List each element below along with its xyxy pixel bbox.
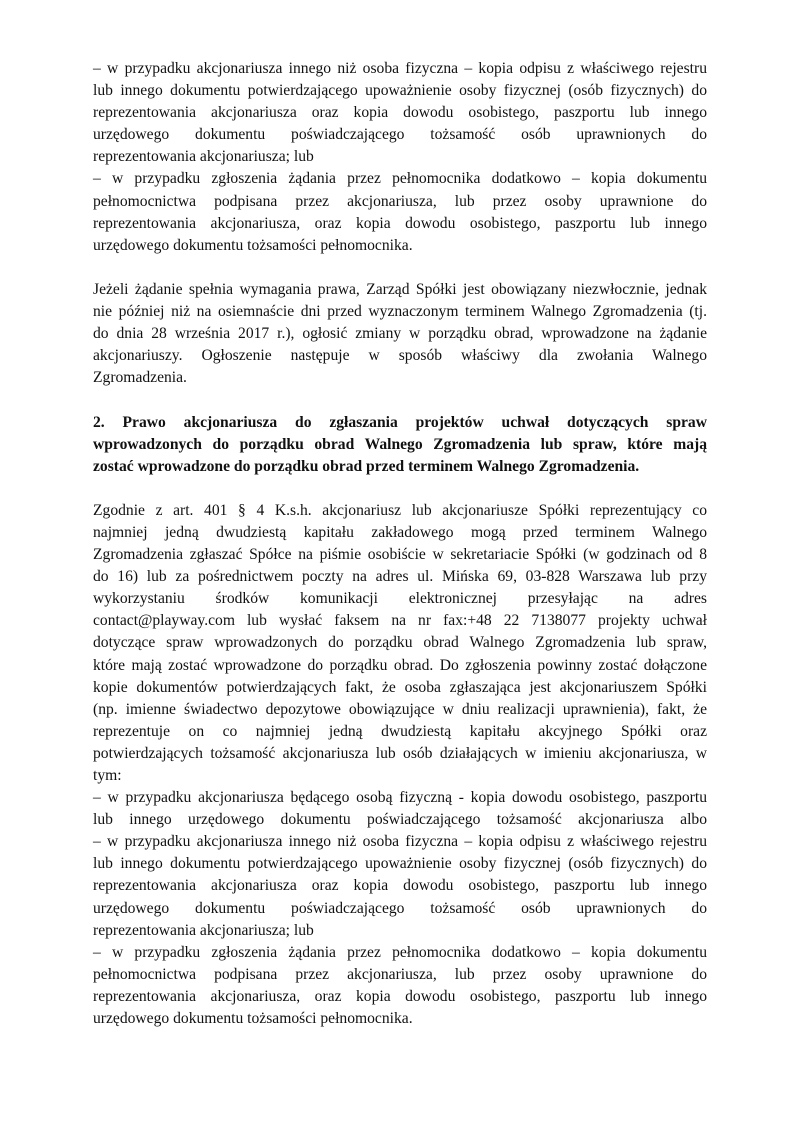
text-line: kopie dokumentów potwierdzających fakt, że osoba zgłaszająca jest akcjonariuszem Spółki bbox=[93, 678, 707, 696]
text-line: urzędowego dokumentu poświadczającego tożsamość osób uprawnionych do bbox=[93, 126, 707, 144]
text-line: – w przypadku akcjonariusza będącego osobą fizyczną - kopia dowodu osobistego, paszportu bbox=[93, 789, 707, 807]
text-line: pełnomocnictwa podpisana przez akcjonariusza, lub przez osoby uprawnione do bbox=[93, 965, 707, 983]
text-line: tym: bbox=[93, 767, 122, 784]
heading-line: 2. Prawo akcjonariusza do zgłaszania projektów uchwał dotyczących spraw bbox=[93, 413, 707, 431]
text-line: reprezentowania akcjonariusza oraz kopia dowodu osobistego, paszportu lub innego bbox=[93, 877, 707, 895]
paragraph-p1 bbox=[93, 58, 707, 257]
paragraph-gap bbox=[93, 478, 707, 500]
text-line: – w przypadku akcjonariusza innego niż osoba fizyczna – kopia odpisu z właściwego rejestru bbox=[93, 833, 707, 851]
text-line: lub innego dokumentu potwierdzającego upoważnienie osoby fizycznej (osób fizycznych) do bbox=[93, 855, 707, 873]
paragraph-p3 bbox=[93, 500, 707, 1030]
text-line: – w przypadku zgłoszenia żądania przez pełnomocnika dodatkowo – kopia dokumentu bbox=[93, 170, 707, 188]
document-page bbox=[93, 58, 707, 1030]
text-line: (np. imienne świadectwo depozytowe obowiązujące w dniu realizacji uprawnienia), fakt, że bbox=[93, 700, 707, 718]
text-line: reprezentowania akcjonariusza; lub bbox=[93, 148, 314, 166]
paragraph-gap bbox=[93, 389, 707, 411]
text-line: urzędowego dokumentu tożsamości pełnomocnika. bbox=[93, 1010, 413, 1028]
text-line: akcjonariuszy. Ogłoszenie następuje w sposób właściwy dla zwołania Walnego bbox=[93, 347, 707, 365]
text-line: Zgodnie z art. 401 § 4 K.s.h. akcjonariusz lub akcjonariusze Spółki reprezentujący co bbox=[93, 501, 707, 519]
text-line: do dnia 28 września 2017 r.), ogłosić zmiany w porządku obrad, wprowadzone na żądanie bbox=[93, 325, 707, 343]
text-line: reprezentowania akcjonariusza oraz kopia dowodu osobistego, paszportu lub innego bbox=[93, 104, 707, 122]
paragraph-gap bbox=[93, 257, 707, 279]
text-line: wykorzystaniu środków komunikacji elektronicznej przesyłając na adres bbox=[93, 590, 707, 608]
text-line: lub innego dokumentu potwierdzającego upoważnienie osoby fizycznej (osób fizycznych) do bbox=[93, 82, 707, 100]
heading-line: zostać wprowadzone do porządku obrad przed terminem Walnego Zgromadzenia. bbox=[93, 457, 640, 475]
text-line: potwierdzających tożsamość akcjonariusza lub osób działających w imieniu akcjonariusza, w bbox=[93, 744, 707, 762]
text-line: dotyczące spraw wprowadzonych do porządku obrad Walnego Zgromadzenia lub spraw, bbox=[93, 634, 707, 652]
text-line: lub innego urzędowego dokumentu poświadczającego tożsamość akcjonariusza albo bbox=[93, 811, 707, 829]
text-line: urzędowego dokumentu poświadczającego tożsamość osób uprawnionych do bbox=[93, 899, 707, 917]
text-line: Zgromadzenia. bbox=[93, 369, 187, 387]
paragraph-p2 bbox=[93, 279, 707, 389]
text-line: reprezentowania akcjonariusza, oraz kopia dowodu osobistego, paszportu lub innego bbox=[93, 987, 707, 1005]
text-line: urzędowego dokumentu tożsamości pełnomocnika. bbox=[93, 236, 413, 254]
text-line: – w przypadku zgłoszenia żądania przez pełnomocnika dodatkowo – kopia dokumentu bbox=[93, 943, 707, 961]
text-line: Zgromadzenia zgłaszać Spółce na piśmie osobiście w sekretariacie Spółki (w godzinach od 8 bbox=[93, 546, 707, 564]
section-heading bbox=[93, 412, 707, 478]
text-line: które mają zostać wprowadzone do porządku obrad. Do zgłoszenia powinny zostać dołączone bbox=[93, 656, 707, 674]
text-line: reprezentowania akcjonariusza, oraz kopia dowodu osobistego, paszportu lub innego bbox=[93, 214, 707, 232]
text-line: pełnomocnictwa podpisana przez akcjonariusza, lub przez osoby uprawnione do bbox=[93, 192, 707, 210]
text-line: reprezentowania akcjonariusza; lub bbox=[93, 921, 314, 939]
text-line: Jeżeli żądanie spełnia wymagania prawa, Zarząd Spółki jest obowiązany niezwłocznie, jednak bbox=[93, 280, 707, 298]
text-line: nie później niż na osiemnaście dni przed wyznaczonym terminem Walnego Zgromadzenia (tj. bbox=[93, 303, 707, 321]
text-line: do 16) lub za pośrednictwem poczty na adres ul. Mińska 69, 03-828 Warszawa lub przy bbox=[93, 568, 707, 586]
text-line: – w przypadku akcjonariusza innego niż osoba fizyczna – kopia odpisu z właściwego rejestru bbox=[93, 60, 707, 77]
heading-line: wprowadzonych do porządku obrad Walnego Zgromadzenia lub spraw, które mają bbox=[93, 435, 707, 453]
text-line: najmniej jedną dwudziestą kapitału zakładowego mogą przed terminem Walnego bbox=[93, 523, 707, 541]
text-line: reprezentuje on co najmniej jedną dwudziestą kapitału akcyjnego Spółki oraz bbox=[93, 722, 707, 740]
text-line: contact@playway.com lub wysłać faksem na nr fax:+48 22 7138077 projekty uchwał bbox=[93, 612, 707, 630]
